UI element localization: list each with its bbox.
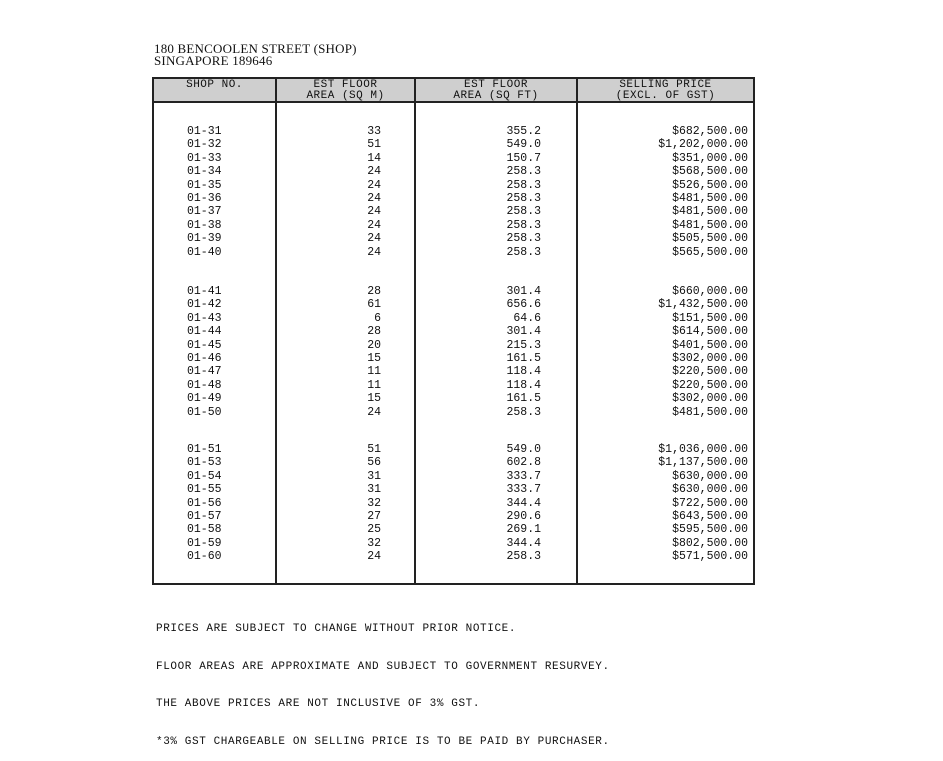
cell-area-sqm: 15	[367, 392, 381, 406]
cell-selling-price: $614,500.00	[672, 325, 748, 339]
table-row	[154, 406, 753, 419]
cell-area-sqm: 14	[367, 151, 381, 165]
footnote-line: *3% GST CHARGEABLE ON SELLING PRICE IS TO BE PAID BY PURCHASER.	[156, 735, 610, 748]
cell-area-sqft: 161.5	[506, 392, 541, 406]
cell-selling-price: $630,000.00	[672, 483, 748, 497]
cell-shop-no: 01-37	[187, 205, 222, 219]
cell-area-sqft: 344.4	[506, 496, 541, 510]
cell-shop-no: 01-56	[187, 496, 222, 510]
cell-area-sqft: 549.0	[506, 443, 541, 456]
cell-shop-no: 01-54	[187, 469, 222, 483]
cell-selling-price: $630,000.00	[672, 469, 748, 483]
cell-area-sqm: 11	[367, 365, 381, 379]
cell-shop-no: 01-46	[187, 352, 222, 365]
cell-area-sqft: 333.7	[506, 469, 541, 483]
cell-selling-price: $302,000.00	[672, 352, 748, 365]
table-row	[154, 523, 753, 536]
cell-area-sqft: 258.3	[506, 192, 541, 205]
cell-selling-price: $571,500.00	[672, 550, 748, 564]
table-row	[154, 138, 753, 151]
cell-area-sqm: 24	[367, 218, 381, 232]
cell-area-sqm: 28	[367, 325, 381, 339]
cell-area-sqm: 28	[367, 285, 381, 298]
col-header-area-sqft	[416, 80, 576, 102]
cell-area-sqm: 15	[367, 352, 381, 365]
cell-shop-no: 01-50	[187, 405, 222, 419]
table-row	[154, 352, 753, 365]
cell-area-sqft: 258.3	[506, 245, 541, 259]
table-row	[154, 483, 753, 496]
cell-area-sqft: 549.0	[506, 138, 541, 152]
cell-area-sqm: 51	[367, 443, 381, 456]
table-row	[154, 246, 753, 259]
cell-selling-price: $401,500.00	[672, 338, 748, 352]
cell-area-sqft: 258.3	[506, 405, 541, 419]
cell-area-sqft: 215.3	[506, 338, 541, 352]
table-row	[154, 179, 753, 192]
cell-shop-no: 01-57	[187, 510, 222, 523]
cell-shop-no: 01-36	[187, 192, 222, 205]
cell-shop-no: 01-41	[187, 285, 222, 298]
cell-selling-price: $660,000.00	[672, 285, 748, 298]
cell-selling-price: $481,500.00	[672, 405, 748, 419]
table-row	[154, 165, 753, 178]
cell-selling-price: $682,500.00	[672, 125, 748, 138]
cell-shop-no: 01-32	[187, 138, 222, 152]
cell-area-sqft: 333.7	[506, 483, 541, 497]
cell-shop-no: 01-58	[187, 523, 222, 537]
cell-area-sqm: 24	[367, 405, 381, 419]
cell-shop-no: 01-38	[187, 218, 222, 232]
cell-area-sqft: 602.8	[506, 456, 541, 470]
address-line-2: SINGAPORE 189646	[154, 53, 273, 68]
cell-area-sqm: 11	[367, 378, 381, 392]
cell-area-sqft: 258.3	[506, 205, 541, 219]
table-row	[154, 312, 753, 325]
cell-shop-no: 01-44	[187, 325, 222, 339]
cell-shop-no: 01-35	[187, 178, 222, 192]
cell-area-sqm: 24	[367, 192, 381, 205]
cell-shop-no: 01-31	[187, 125, 222, 138]
cell-selling-price: $481,500.00	[672, 192, 748, 205]
cell-area-sqm: 56	[367, 456, 381, 470]
cell-selling-price: $1,202,000.00	[658, 138, 748, 152]
table-row	[154, 298, 753, 311]
cell-area-sqft: 118.4	[506, 378, 541, 392]
cell-area-sqm: 25	[367, 523, 381, 537]
col-header-line: AREA (SQ M)	[306, 90, 385, 102]
cell-selling-price: $1,036,000.00	[658, 443, 748, 456]
footnote-line: PRICES ARE SUBJECT TO CHANGE WITHOUT PRIOR NOTICE.	[156, 623, 517, 635]
cell-shop-no: 01-47	[187, 365, 222, 379]
address-line-1: 180 BENCOOLEN STREET (SHOP)	[154, 41, 357, 56]
cell-area-sqft: 355.2	[506, 125, 541, 138]
col-header-line: AREA (SQ FT)	[453, 90, 539, 102]
cell-area-sqm: 24	[367, 550, 381, 564]
cell-area-sqm: 24	[367, 245, 381, 259]
table-row	[154, 497, 753, 510]
document-header	[154, 43, 357, 67]
col-header-area-sqm	[277, 80, 414, 102]
cell-area-sqm: 32	[367, 496, 381, 510]
cell-selling-price: $481,500.00	[672, 218, 748, 232]
table-row	[154, 219, 753, 232]
cell-selling-price: $220,500.00	[672, 365, 748, 379]
cell-area-sqm: 27	[367, 510, 381, 523]
cell-area-sqft: 64.6	[513, 311, 541, 325]
cell-area-sqft: 258.3	[506, 550, 541, 564]
cell-area-sqm: 24	[367, 205, 381, 219]
cell-area-sqm: 61	[367, 298, 381, 312]
cell-selling-price: $1,432,500.00	[658, 298, 748, 312]
price-table	[152, 77, 755, 585]
table-row	[154, 537, 753, 550]
cell-shop-no: 01-45	[187, 338, 222, 352]
cell-selling-price: $595,500.00	[672, 523, 748, 537]
table-header-row	[154, 79, 753, 103]
cell-shop-no: 01-39	[187, 232, 222, 246]
col-header-line: EST FLOOR	[313, 79, 378, 91]
table-row	[154, 365, 753, 378]
cell-selling-price: $220,500.00	[672, 378, 748, 392]
cell-selling-price: $351,000.00	[672, 151, 748, 165]
table-row	[154, 205, 753, 218]
cell-shop-no: 01-43	[187, 311, 222, 325]
cell-selling-price: $643,500.00	[672, 510, 748, 523]
cell-area-sqft: 258.3	[506, 178, 541, 192]
cell-selling-price: $526,500.00	[672, 178, 748, 192]
cell-shop-no: 01-55	[187, 483, 222, 497]
cell-selling-price: $302,000.00	[672, 392, 748, 406]
cell-selling-price: $481,500.00	[672, 205, 748, 219]
cell-area-sqm: 20	[367, 338, 381, 352]
cell-shop-no: 01-60	[187, 550, 222, 564]
cell-shop-no: 01-40	[187, 245, 222, 259]
footnote-line: FLOOR AREAS ARE APPROXIMATE AND SUBJECT TO GOVERNMENT RESURVEY.	[156, 660, 610, 673]
cell-selling-price: $151,500.00	[672, 311, 748, 325]
cell-area-sqft: 301.4	[506, 325, 541, 339]
table-row	[154, 470, 753, 483]
table-row	[154, 339, 753, 352]
table-row	[154, 152, 753, 165]
cell-area-sqft: 161.5	[506, 352, 541, 365]
cell-area-sqm: 31	[367, 483, 381, 497]
cell-selling-price: $722,500.00	[672, 496, 748, 510]
table-row	[154, 456, 753, 469]
cell-area-sqft: 258.3	[506, 218, 541, 232]
cell-area-sqm: 24	[367, 232, 381, 246]
cell-area-sqft: 258.3	[506, 232, 541, 246]
table-row	[154, 125, 753, 138]
cell-shop-no: 01-34	[187, 165, 222, 179]
table-row	[154, 550, 753, 563]
cell-area-sqft: 150.7	[506, 151, 541, 165]
cell-area-sqft: 344.4	[506, 536, 541, 550]
cell-area-sqft: 258.3	[506, 165, 541, 179]
cell-area-sqft: 301.4	[506, 285, 541, 298]
cell-area-sqft: 118.4	[506, 365, 541, 379]
col-header-shop-no	[154, 80, 275, 102]
table-row	[154, 192, 753, 205]
cell-shop-no: 01-49	[187, 392, 222, 406]
table-row	[154, 232, 753, 245]
col-header-selling-price	[578, 80, 753, 102]
cell-area-sqm: 24	[367, 178, 381, 192]
cell-area-sqm: 33	[367, 125, 381, 138]
cell-selling-price: $1,137,500.00	[658, 456, 748, 470]
cell-area-sqm: 32	[367, 536, 381, 550]
table-row	[154, 443, 753, 456]
cell-shop-no: 01-48	[187, 378, 222, 392]
cell-selling-price: $802,500.00	[672, 536, 748, 550]
table-row	[154, 392, 753, 405]
cell-area-sqft: 290.6	[506, 510, 541, 523]
cell-shop-no: 01-59	[187, 536, 222, 550]
cell-shop-no: 01-51	[187, 443, 222, 456]
cell-area-sqm: 51	[367, 138, 381, 152]
cell-shop-no: 01-53	[187, 456, 222, 470]
cell-selling-price: $568,500.00	[672, 165, 748, 179]
table-row	[154, 510, 753, 523]
cell-area-sqm: 31	[367, 469, 381, 483]
table-row	[154, 325, 753, 338]
table-row	[154, 285, 753, 298]
cell-area-sqft: 269.1	[506, 523, 541, 537]
col-header-line: SELLING PRICE	[619, 79, 712, 91]
col-header-line: SHOP NO.	[186, 79, 243, 91]
col-header-line: EST FLOOR	[464, 79, 528, 91]
col-header-line: (EXCL. OF GST)	[615, 90, 716, 102]
cell-area-sqft: 656.6	[506, 298, 541, 312]
cell-selling-price: $505,500.00	[672, 232, 748, 246]
footnotes	[156, 598, 610, 761]
cell-shop-no: 01-42	[187, 298, 222, 312]
cell-selling-price: $565,500.00	[672, 245, 748, 259]
footnote-line: THE ABOVE PRICES ARE NOT INCLUSIVE OF 3% GST.	[156, 698, 481, 710]
cell-area-sqm: 6	[374, 311, 381, 325]
cell-shop-no: 01-33	[187, 151, 222, 165]
cell-area-sqm: 24	[367, 165, 381, 179]
table-row	[154, 379, 753, 392]
